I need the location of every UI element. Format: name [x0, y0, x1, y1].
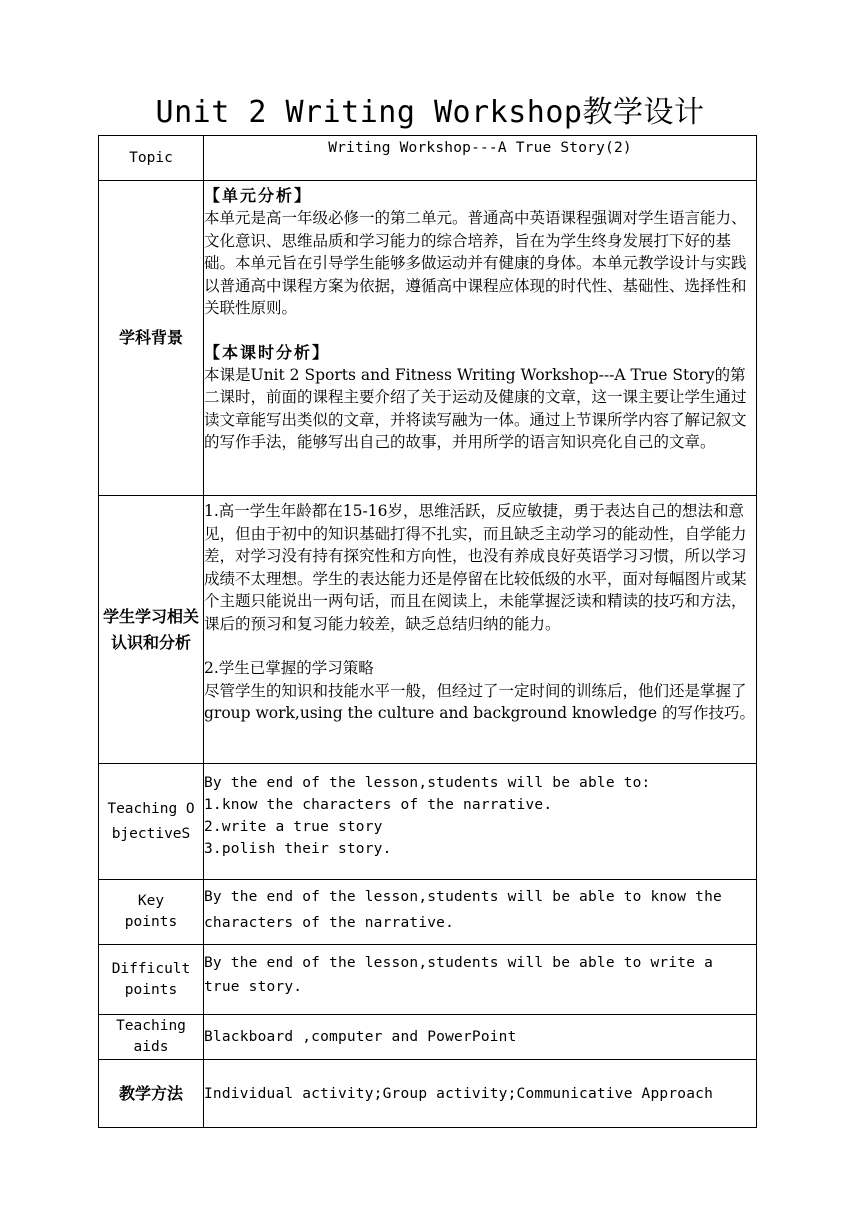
teaching-aids-cell — [204, 1015, 757, 1060]
topic-value: Writing Workshop---A True Story(2) — [328, 140, 632, 156]
background-cell — [204, 181, 757, 496]
row-label-students: 学生学习相关认识和分析 — [99, 496, 204, 764]
row-label-objectives — [99, 764, 204, 880]
teaching-aids-value: Blackboard ,computer and PowerPoint — [204, 1029, 517, 1045]
methods-value: Individual activity;Group activity;Communicative Approach — [204, 1085, 713, 1102]
table-row — [99, 181, 757, 496]
lesson-analysis-heading: 【本课时分析】 — [204, 342, 331, 362]
students-analysis-text: 1.高一学生年龄都在15-16岁，思维活跃，反应敏捷，勇于表达自己的想法和意见，但由于初中的知识基础打得不扎实，而且缺乏主动学习的能动性，自学能力差，对学习没有持有探究性和方向性，也没有养成良好英语学习习惯，所以学习成绩不太理想。学生的表达能力还是停留在比较低级的水平，面对每幅图片或某个主题只能说出一两句话，而且在阅读上，未能掌握泛读和精读的技巧和方法，课后的预习和复习能力较差，缺乏总结归纳的能力。 — [204, 502, 747, 633]
table-row — [99, 880, 757, 945]
row-label-background: 学科背景 — [99, 181, 204, 496]
learning-strategy-heading: 2.学生已掌握的学习策略 — [204, 659, 374, 677]
table-row — [99, 136, 757, 181]
key-points-label: Key points — [124, 893, 178, 930]
topic-cell — [204, 136, 757, 181]
difficult-points-cell — [204, 945, 757, 1015]
objectives-intro: By the end of the lesson,students will be able to: — [204, 775, 651, 791]
students-cell — [204, 496, 757, 764]
objective-item: 1.know the characters of the narrative. — [204, 797, 553, 813]
row-label-difficult-points — [99, 945, 204, 1015]
lesson-plan-table — [98, 135, 757, 1128]
objective-item: 2.write a true story — [204, 819, 383, 835]
unit-analysis-text: 本单元是高一年级必修一的第二单元。普通高中英语课程强调对学生语言能力、文化意识、思维品质和学习能力的综合培养，旨在为学生终身发展打下好的基础。本单元旨在引导学生能够多做运动并有健康的身体。本单元教学设计与实践以普通高中课程方案为依据，遵循高中课程应体现的时代性、基础性、选择性和关联性原则。 — [204, 209, 747, 317]
objectives-label: Teaching ObjectiveS — [107, 800, 195, 842]
teaching-aids-label: Teaching aids — [116, 1018, 186, 1055]
table-row — [99, 1015, 757, 1060]
unit-analysis-heading: 【单元分析】 — [204, 186, 313, 205]
lesson-analysis-text: 本课是Unit 2 Sports and Fitness Writing Workshop---A True Story的第二课时，前面的课程主要介绍了关于运动及健康的文章，这一课主要让学生通过读文章能写出类似的文章，并将读写融为一体。通过上节课所学内容了解记叙文的写作手法，能够写出自己的故事，并用所学的语言知识亮化自己的文章。 — [204, 365, 747, 451]
table-row — [99, 764, 757, 880]
methods-cell — [204, 1060, 757, 1128]
row-label-topic: Topic — [99, 136, 204, 181]
objectives-cell — [204, 764, 757, 880]
learning-strategy-text: 尽管学生的知识和技能水平一般，但经过了一定时间的训练后，他们还是掌握了group work,using the culture and background knowledge 的写作技巧。 — [204, 681, 756, 722]
objective-item: 3.polish their story. — [204, 841, 392, 857]
difficult-points-value: By the end of the lesson,students will be able to write a true story. — [204, 955, 713, 995]
row-label-key-points — [99, 880, 204, 945]
row-label-teaching-aids — [99, 1015, 204, 1060]
key-points-value: By the end of the lesson,students will be able to know the characters of the narrative. — [204, 889, 722, 931]
table-row — [99, 496, 757, 764]
key-points-cell — [204, 880, 757, 945]
table-row — [99, 945, 757, 1015]
difficult-points-label: Difficult points — [111, 960, 191, 998]
table-row — [99, 1060, 757, 1128]
document-title: Unit 2 Writing Workshop教学设计 — [155, 95, 705, 130]
row-label-methods: 教学方法 — [99, 1060, 204, 1128]
